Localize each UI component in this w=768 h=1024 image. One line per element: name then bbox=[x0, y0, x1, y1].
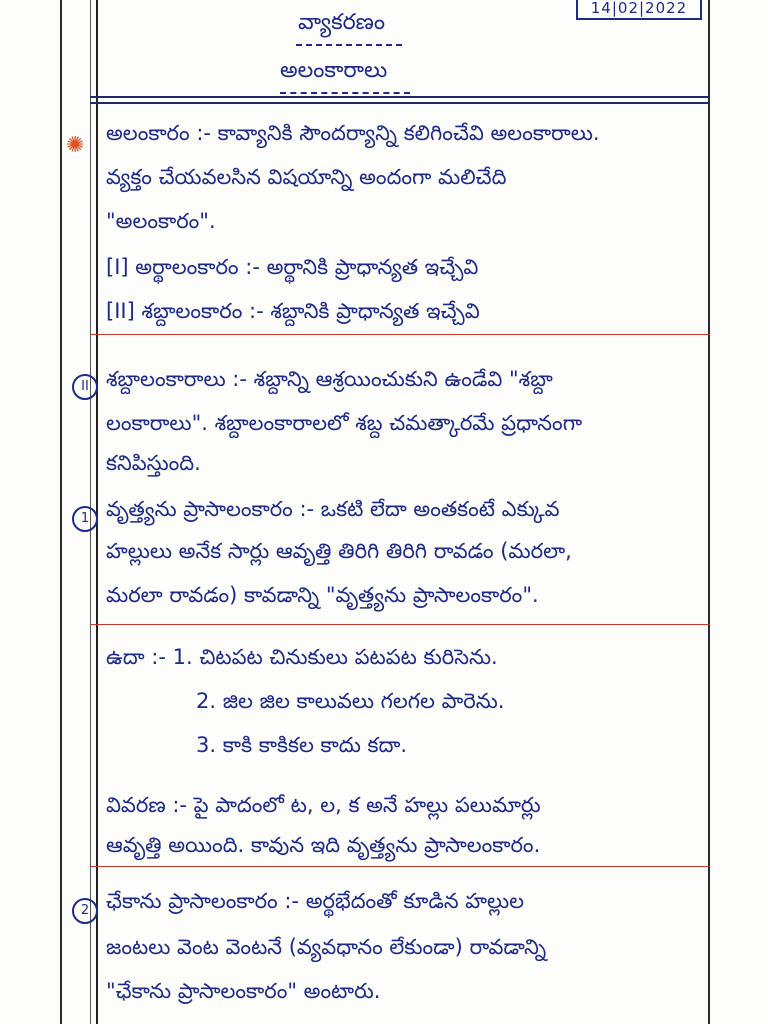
definition-line-2: వ్యక్తం చేయవలసిన విషయాన్ని అందంగా మలిచేది bbox=[106, 165, 507, 189]
section-2-marker: II bbox=[72, 374, 98, 400]
vruttyanuprasa-line-2: హల్లులు అనేక సార్లు ఆవృత్తి తిరిగి తిరిగి రావడం (మరలా, bbox=[106, 539, 572, 563]
definition-line-3: "అలంకారం". bbox=[106, 209, 216, 233]
chekanuprasa-line-3: "ఛేకాను ప్రాసాలంకారం" అంటారు. bbox=[106, 979, 381, 1003]
date-box: 14|02|2022 bbox=[576, 0, 702, 20]
chekanuprasa-line-1: ఛేకాను ప్రాసాలంకారం :- అర్థభేదంతో కూడిన హల్లుల bbox=[106, 889, 525, 913]
header-divider-2 bbox=[90, 102, 710, 104]
page-subtitle: అలంకారాలు bbox=[280, 58, 388, 83]
chekanuprasa-line-2: జంటలు వెంట వెంటనే (వ్యవధానం లేకుండా) రావడాన్ని bbox=[106, 935, 547, 959]
subtitle-underline bbox=[280, 86, 410, 94]
section-divider-3 bbox=[90, 866, 710, 867]
page-title: వ్యాకరణం bbox=[298, 10, 385, 35]
header-divider bbox=[90, 96, 710, 98]
vruttyanuprasa-line-3: మరలా రావడం) కావడాన్ని "వృత్త్యను ప్రాసాలంకారం". bbox=[106, 583, 539, 607]
example-2-line: 2. జిల జిల కాలువలు గలగల పారెను. bbox=[196, 689, 505, 713]
item-1-marker: 1 bbox=[72, 506, 98, 532]
vruttyanuprasa-line-1: వృత్త్యను ప్రాసాలంకారం :- ఒకటి లేదా అంతకంటే ఎక్కువ bbox=[106, 497, 560, 521]
section-divider-1 bbox=[90, 334, 710, 335]
type-two-line: [II] శబ్దాలంకారం :- శబ్దానికి ప్రాధాన్యత ఇచ్చేవి bbox=[106, 299, 480, 323]
page-right-edge bbox=[708, 0, 710, 1024]
explanation-line-2: ఆవృత్తి అయింది. కావున ఇది వృత్త్యను ప్రాసాలంకారం. bbox=[106, 833, 541, 857]
sabdalankaram-line-2: లంకారాలు". శబ్దాలంకారాలలో శబ్ద చమత్కారమే ప్రధానంగా bbox=[106, 411, 583, 435]
sabdalankaram-line-1: శబ్దాలంకారాలు :- శబ్దాన్ని ఆశ్రయించుకుని ఉండేవి "శబ్దా bbox=[106, 367, 553, 391]
page-left-edge bbox=[60, 0, 62, 1024]
explanation-line-1: వివరణ :- పై పాదంలో ట, ల, క అనే హల్లు పలుమార్లు bbox=[106, 793, 541, 817]
title-underline bbox=[296, 38, 402, 46]
definition-line-1: అలంకారం :- కావ్యానికి సౌందర్యాన్ని కలిగించేవి అలంకారాలు. bbox=[106, 121, 600, 145]
type-one-line: [I] అర్థాలంకారం :- అర్థానికి ప్రాధాన్యత ఇచ్చేవి bbox=[106, 255, 479, 279]
star-bullet-icon: ✺ bbox=[66, 133, 85, 158]
section-divider-2 bbox=[90, 624, 710, 625]
example-3-line: 3. కాకి కాకికల కాదు కదా. bbox=[196, 733, 407, 757]
sabdalankaram-line-3: కనిపిస్తుంది. bbox=[106, 451, 201, 475]
example-1-line: ఉదా :- 1. చిటపట చినుకులు పటపట కురిసెను. bbox=[106, 645, 498, 669]
item-2-marker: 2 bbox=[72, 898, 98, 924]
